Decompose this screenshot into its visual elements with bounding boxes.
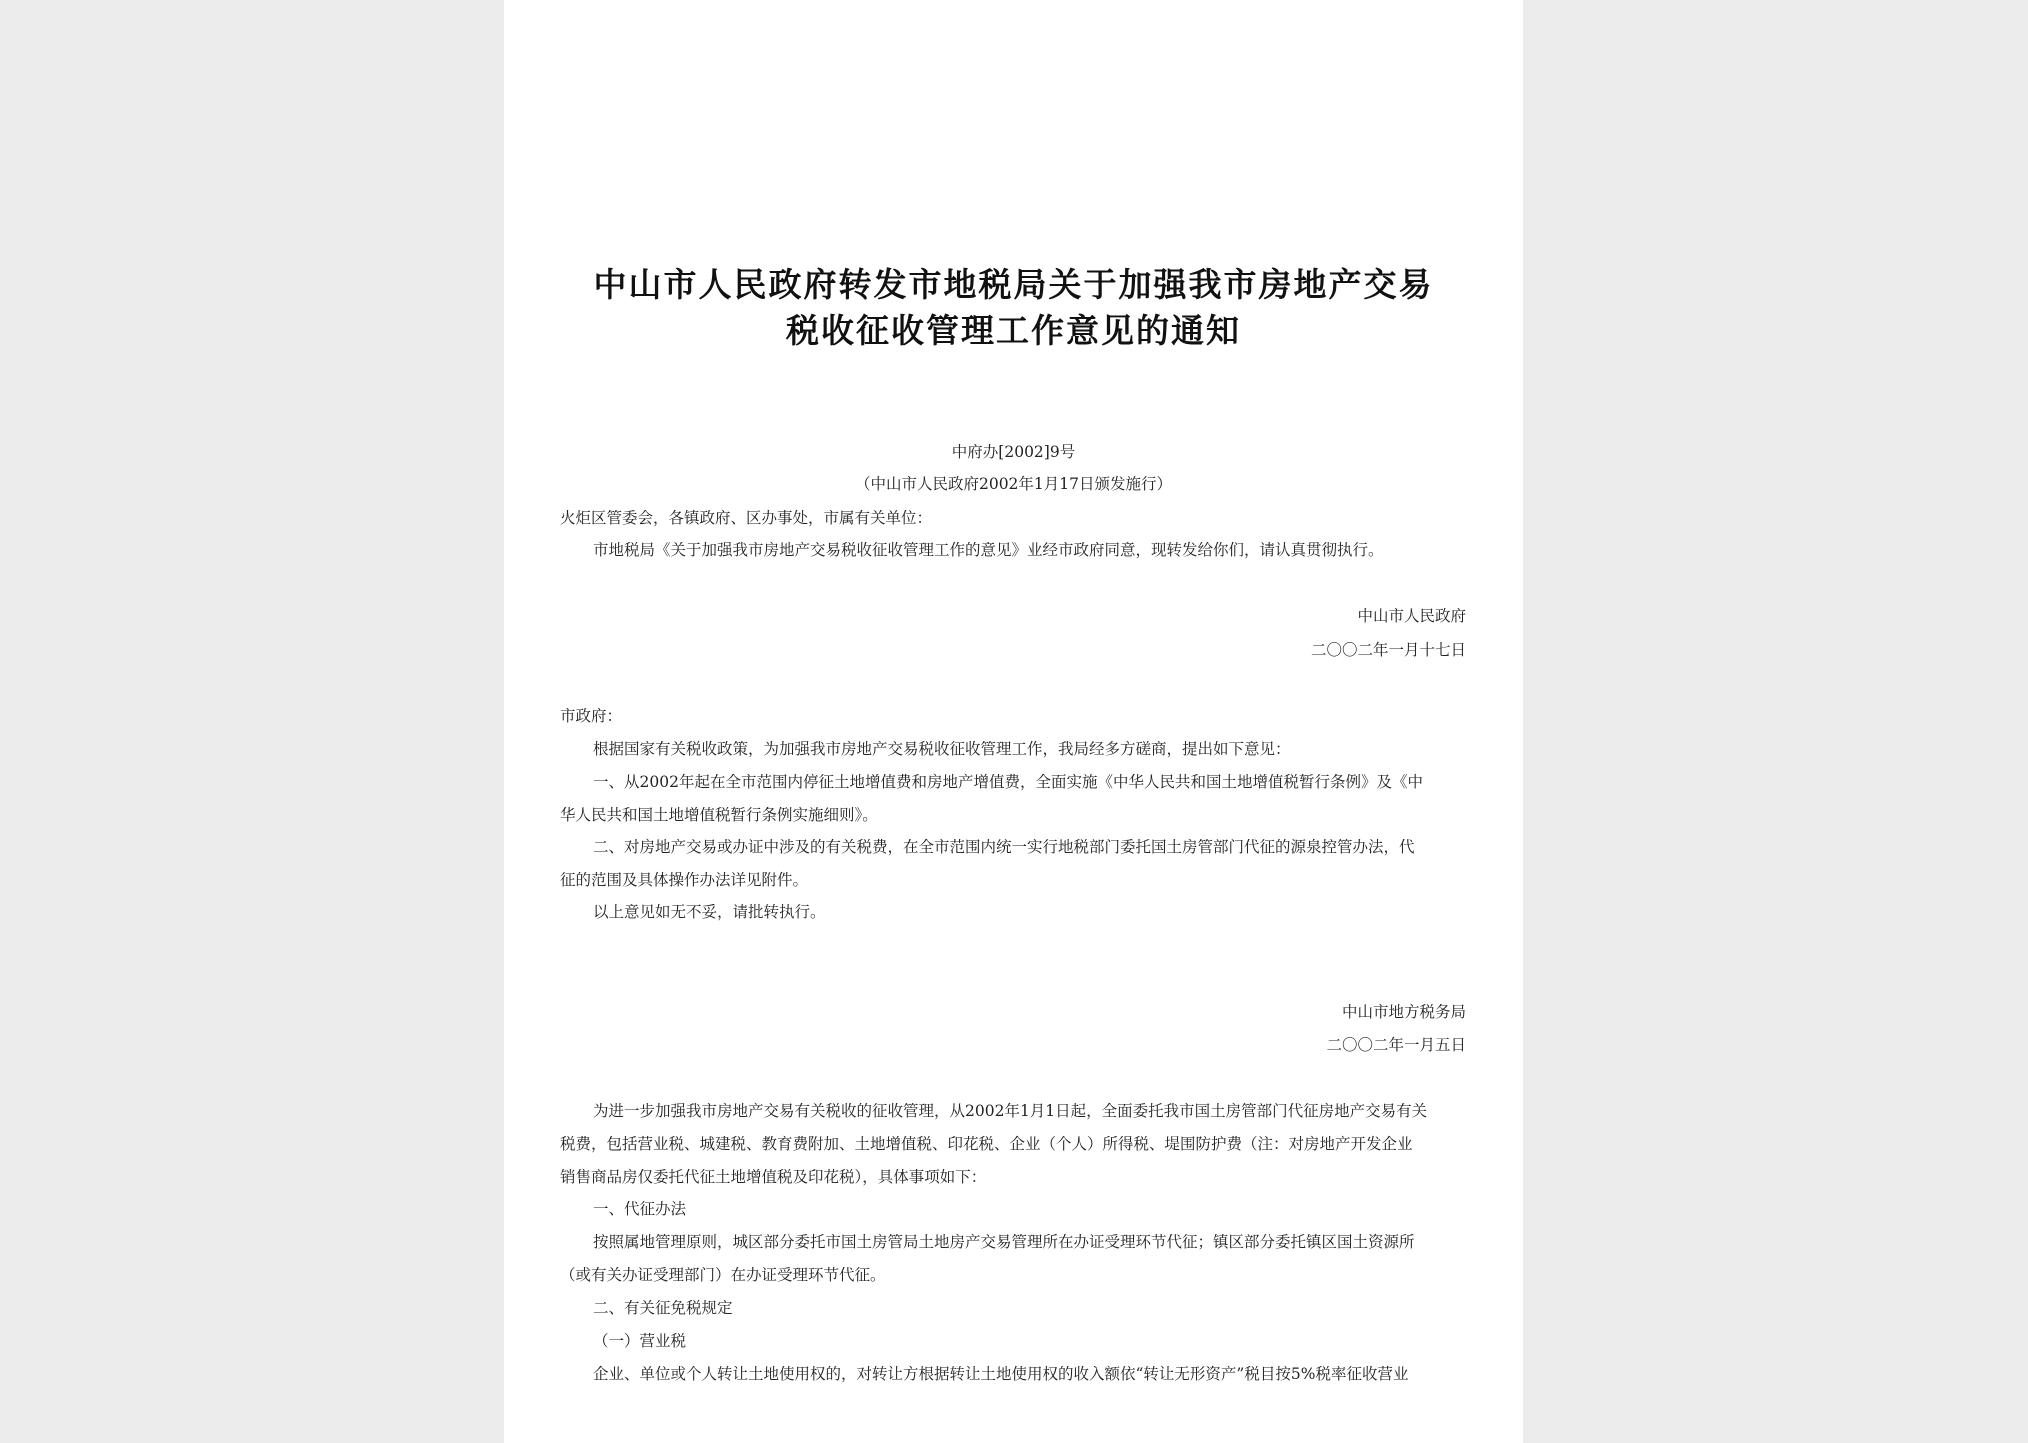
section-heading-2: 二、有关征免税规定: [593, 1299, 733, 1317]
addressee: 火炬区管委会，各镇政府、区办事处，市属有关单位：: [560, 509, 933, 527]
opinion-addressee: 市政府：: [560, 707, 623, 725]
attachment-paragraph-line-2: 税费，包括营业税、城建税、教育费附加、土地增值税、印花税、企业（个人）所得税、堤围防护费（注：对房地产开发企业: [560, 1135, 1413, 1153]
government-signature: 中山市人民政府: [1357, 607, 1466, 625]
item-2-line-2: 征的范围及具体操作办法详见附件。: [560, 871, 809, 889]
document-title-line-2: 税收征收管理工作意见的通知: [786, 311, 1241, 350]
method-line-1: 按照属地管理原则，城区部分委托市国土房管局土地房产交易管理所在办证受理环节代征；镇区部分委托镇区国土资源所: [593, 1233, 1415, 1251]
subsection-heading-business-tax: （一）营业税: [593, 1332, 687, 1350]
item-1-line-1: 一、从2002年起在全市范围内停征土地增值费和房地产增值费，全面实施《中华人民共和国土地增值税暂行条例》及《中: [593, 773, 1423, 791]
bureau-date: 二〇〇二年一月五日: [1326, 1036, 1466, 1054]
document-title-line-1: 中山市人民政府转发市地税局关于加强我市房地产交易: [593, 265, 1434, 304]
bureau-signature: 中山市地方税务局: [1341, 1003, 1466, 1021]
attachment-paragraph-line-3: 销售商品房仅委托代征土地增值税及印花税），具体事项如下：: [560, 1168, 987, 1186]
item-2-line-1: 二、对房地产交易或办证中涉及的有关税费，在全市范围内统一实行地税部门委托国土房管部门代征的源泉控管办法，代: [593, 838, 1415, 856]
method-line-2: （或有关办证受理部门）在办证受理环节代征。: [560, 1266, 886, 1284]
closing-line: 以上意见如无不妥，请批转执行。: [593, 903, 826, 921]
document-number: 中府办[2002]9号: [951, 443, 1076, 461]
item-1-line-2: 华人民共和国土地增值税暂行条例实施细则》。: [560, 806, 878, 824]
business-tax-line-1: 企业、单位或个人转让土地使用权的，对转让方根据转让土地使用权的收入额依“转让无形资产”税目按5%税率征收营业: [593, 1365, 1409, 1383]
government-date: 二〇〇二年一月十七日: [1310, 641, 1466, 659]
opinion-intro: 根据国家有关税收政策，为加强我市房地产交易税收征收管理工作，我局经多方磋商，提出如下意见：: [593, 740, 1291, 758]
issue-note: （中山市人民政府2002年1月17日颁发施行）: [854, 475, 1173, 493]
section-heading-1: 一、代征办法: [593, 1200, 687, 1218]
forward-text: 市地税局《关于加强我市房地产交易税收征收管理工作的意见》业经市政府同意，现转发给你们，请认真贯彻执行。: [593, 541, 1384, 559]
document-page: [504, 0, 1523, 1443]
attachment-paragraph-line-1: 为进一步加强我市房地产交易有关税收的征收管理，从2002年1月1日起，全面委托我市国土房管部门代征房地产交易有关: [593, 1102, 1428, 1120]
